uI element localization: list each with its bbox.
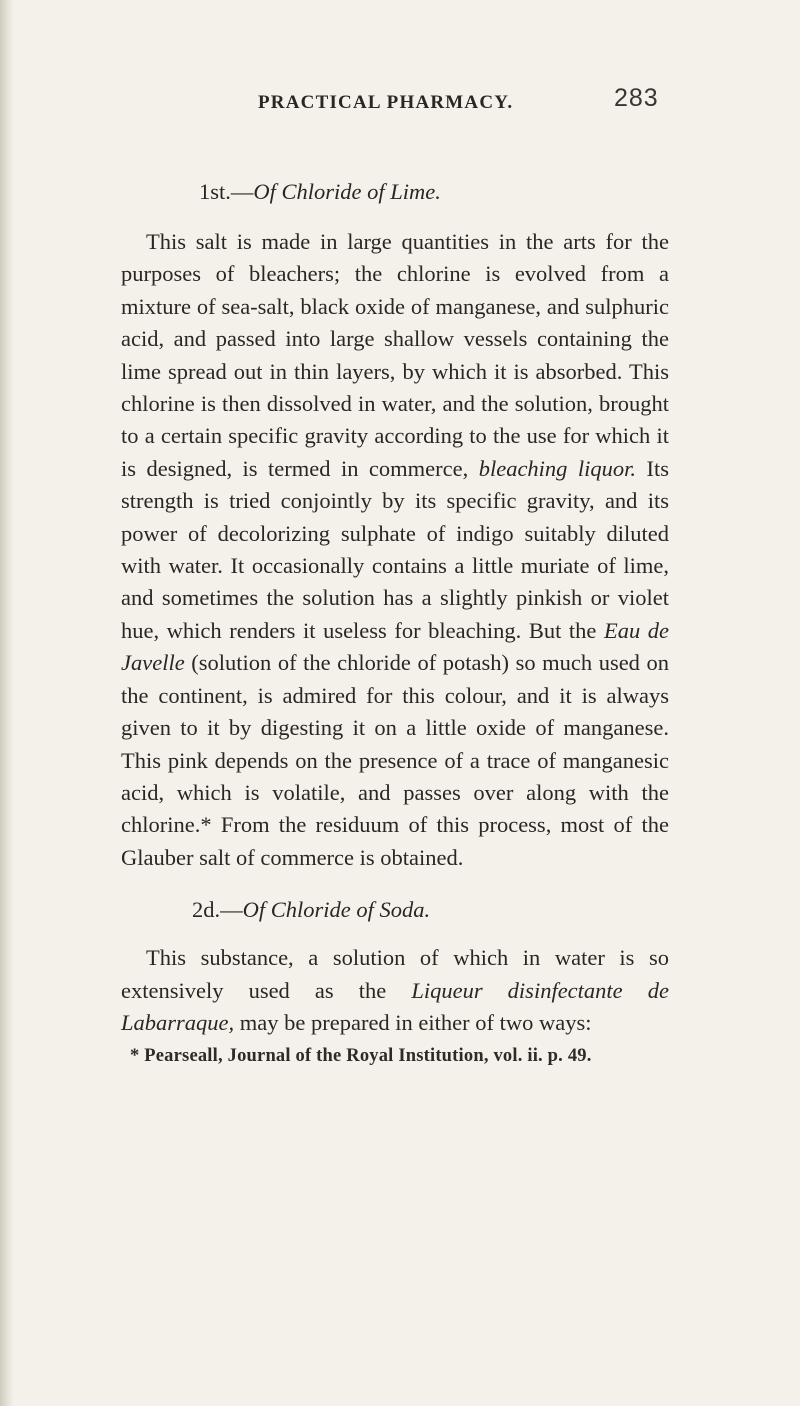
- section-number: 2d.—: [192, 897, 243, 923]
- paragraph-chloride-of-lime: [121, 226, 669, 874]
- paragraph-text: may be prepared in either of two ways:: [234, 1009, 592, 1035]
- section-heading-chloride-of-lime: [121, 176, 669, 208]
- paragraph-text: Its strength is tried conjointly by its specific gravity, and its power of decolorizing sulphate of indigo suitably diluted with water. It occasionally contains a little muriate of lime, and sometimes the solution has a slightly pinkish or violet hue, which renders it useless for bleaching. But the: [121, 455, 670, 643]
- page-gutter-shadow: [0, 0, 14, 1406]
- italic-term: Liqueur disinfectante de Labarraque,: [121, 977, 669, 1035]
- page-number: 283: [614, 84, 659, 112]
- footnote: * Pearseall, Journal of the Royal Institution, vol. ii. p. 49.: [130, 1046, 592, 1066]
- running-title: PRACTICAL PHARMACY.: [258, 92, 514, 113]
- italic-term: bleaching liquor.: [478, 455, 637, 481]
- section-title: Of Chloride of Soda.: [242, 897, 431, 923]
- paragraph-text: (solution of the chloride of potash) so much used on the continent, is admired for this colour, and it is always given to it by digesting it on a little oxide of manganese. This pink depends on the presence of a trace of manganesic acid, which is volatile, and passes over along with the chlorine.* From the residuum of this process, most of the Glauber salt of commerce is obtained.: [121, 650, 669, 870]
- paragraph-chloride-of-soda: [121, 942, 669, 1039]
- section-heading-chloride-of-soda: [121, 894, 669, 926]
- italic-term: Eau de Javelle: [121, 617, 669, 676]
- body-text: [121, 176, 669, 1039]
- paragraph-text: This salt is made in large quantities in the arts for the purposes of bleachers; the chlorine is evolved from a mixture of sea-salt, black oxide of manganese, and sulphuric acid, and passed into large shallow vessels containing the lime spread out in thin layers, by which it is absorbed. This chlorine is then dissolved in water, and the solution, brought to a certain specific gravity according to the use for which it is designed, is termed in commerce,: [121, 229, 669, 481]
- running-head: [258, 84, 758, 124]
- section-title: Of Chloride of Lime.: [253, 179, 441, 204]
- paragraph-text: This substance, a solution of which in water is so extensively used as the: [121, 945, 669, 1003]
- section-number: 1st.—: [199, 179, 254, 204]
